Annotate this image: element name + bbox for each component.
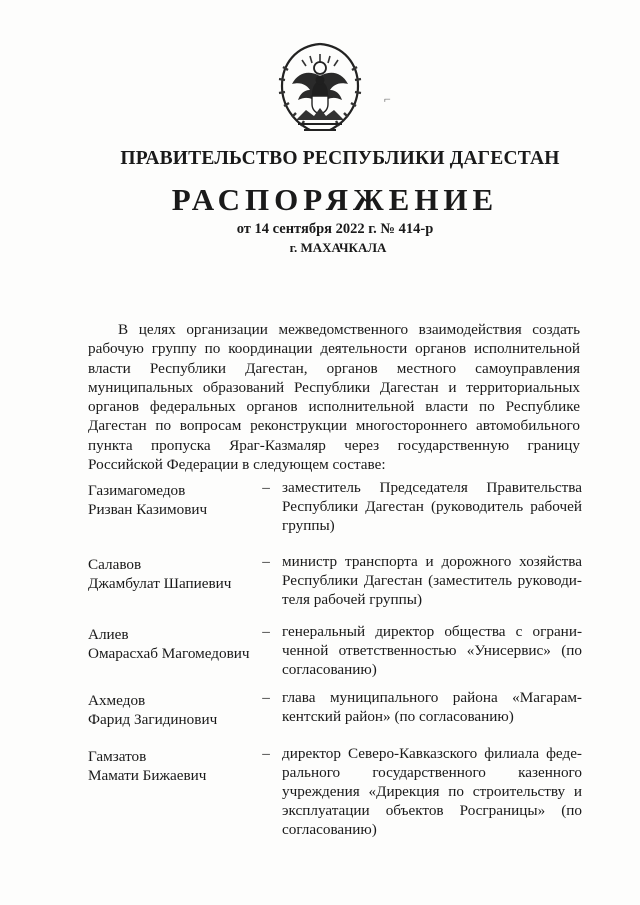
member-name bbox=[88, 691, 258, 729]
member-role: директор Северо-Кавказского филиала феде-рального государственного казенного учреждения «Дирекция по строительству и эксплуатации объектов Росграницы» (по согласованию) bbox=[282, 745, 582, 838]
member-name bbox=[88, 481, 258, 519]
member-surname: Ахмедов bbox=[88, 692, 146, 709]
document-date-number: от 14 сентября 2022 г. № 414-р bbox=[236, 221, 434, 237]
document-type: РАСПОРЯЖЕНИЕ bbox=[171, 182, 499, 217]
member-surname: Газимагомедов bbox=[88, 482, 186, 499]
member-dash: – bbox=[262, 689, 270, 706]
member-given-name: Мамати Бижаевич bbox=[88, 767, 207, 784]
member-dash: – bbox=[262, 479, 270, 496]
member-role: заместитель Председателя Правительства Республики Дагестан (руководитель рабочей группы) bbox=[282, 479, 582, 534]
member-surname: Салавов bbox=[88, 556, 142, 573]
member-dash: – bbox=[262, 553, 270, 570]
scan-artifact-mark: ⌐ bbox=[384, 92, 391, 106]
government-title: ПРАВИТЕЛЬСТВО РЕСПУБЛИКИ ДАГЕСТАН bbox=[120, 148, 560, 169]
dagestan-coat-of-arms-icon bbox=[274, 40, 366, 140]
member-surname: Гамзатов bbox=[88, 748, 147, 765]
member-role: генеральный директор общества с ограни-ченной ответственностью «Унисервис» (по согласованию) bbox=[282, 623, 582, 678]
member-surname: Алиев bbox=[88, 626, 129, 643]
member-role: министр транспорта и дорожного хозяйства Республики Дагестан (заместитель руководи-теля рабочей группы) bbox=[282, 553, 582, 608]
member-given-name: Омарасхаб Магомедович bbox=[88, 645, 250, 662]
member-name bbox=[88, 555, 258, 593]
member-given-name: Фарид Загидинович bbox=[88, 711, 218, 728]
document-city: г. МАХАЧКАЛА bbox=[289, 240, 387, 255]
member-given-name: Ризван Казимович bbox=[88, 501, 208, 518]
member-name bbox=[88, 625, 258, 663]
member-role: глава муниципального района «Магарам-кентский район» (по согласованию) bbox=[282, 689, 582, 725]
member-name bbox=[88, 747, 258, 785]
member-given-name: Джамбулат Шапиевич bbox=[88, 575, 232, 592]
member-dash: – bbox=[262, 745, 270, 762]
intro-paragraph: В целях организации межведомственного взаимодействия создать рабочую группу по координации деятельности органов исполнительной власти Республики Дагестан, органов местного самоуправления муниципальных образований Республики Дагестан и территориальных органов федеральных органов исполнительной власти по Республике Дагестан по вопросам реконструкции многостороннего автомобильного пункта пропуска Яраг-Казмаляр через государственную границу Российской Федерации в следующем составе: bbox=[88, 321, 580, 474]
member-dash: – bbox=[262, 623, 270, 640]
